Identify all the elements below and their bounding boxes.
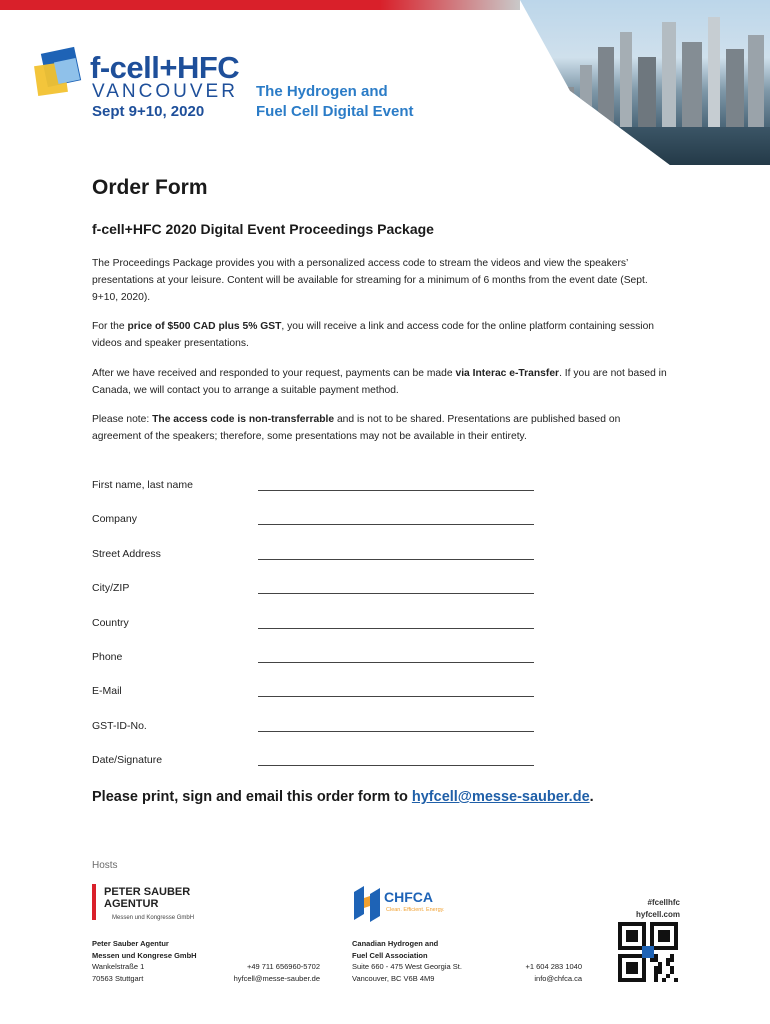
form-row	[92, 582, 542, 600]
qr-code-image	[618, 922, 678, 982]
psa-contact: +49 711 656960-5702 hyfcell@messe-sauber.de	[233, 962, 320, 983]
chfca-logo-text: CHFCA	[384, 889, 433, 905]
website: hyfcell.com	[635, 910, 680, 919]
payment-paragraph: After we have received and responded to your request, payments can be made via Interac e-Transfer. If you are not based in Canada, we will contact you to arrange a suitable payment method.	[92, 368, 667, 396]
price-paragraph: For the price of $500 CAD plus 5% GST, you will receive a link and access code for the online platform containing session videos and speaker presentations.	[92, 321, 655, 349]
event-tagline-line2: Fuel Cell Digital Event	[256, 103, 414, 120]
event-tagline-line1: The Hydrogen and	[256, 83, 388, 100]
form-field-label: E-Mail	[92, 685, 122, 698]
form-row	[92, 720, 542, 738]
form-field-label: Phone	[92, 651, 123, 663]
event-tagline	[256, 82, 414, 122]
form-field-blank-line[interactable]	[258, 524, 534, 525]
chfca-contact: +1 604 283 1040 info@chfca.ca	[525, 962, 582, 983]
logo-title: f-cell+HFC	[90, 50, 240, 85]
chfca-address: Suite 660 - 475 West Georgia St. Vancouver, BC V6B 4M9	[352, 962, 462, 983]
hosts-label: Hosts	[92, 860, 118, 871]
form-field-label: Street Address	[92, 547, 161, 560]
page-subtitle: f-cell+HFC 2020 Digital Event Proceedings Package	[92, 221, 434, 237]
form-field-label: Company	[92, 513, 137, 526]
chfca-logo-icon	[352, 884, 382, 924]
form-field-blank-line[interactable]	[258, 696, 534, 697]
form-field-blank-line[interactable]	[258, 559, 534, 560]
form-field-label: GST-ID-No.	[92, 719, 147, 732]
form-field-label: Country	[92, 616, 129, 629]
page-title: Order Form	[92, 176, 208, 199]
form-row	[92, 479, 542, 497]
note-paragraph: Please note: The access code is non-transferrable and is not to be shared. Presentations are published based on agreement of the speakers; therefore, some presentations may not be available in their entirety.	[92, 414, 621, 442]
logo-city: VANCOUVER	[92, 81, 238, 102]
form-row	[92, 685, 542, 703]
form-row	[92, 651, 542, 669]
form-field-label: City/ZIP	[92, 582, 130, 595]
psa-org-name: Peter Sauber Agentur Messen und Kongrese GmbH	[92, 939, 197, 960]
chfca-logo-tagline: Clean. Efficient. Energy.	[386, 907, 445, 913]
form-field-label: Date/Signature	[92, 754, 163, 767]
form-field-blank-line[interactable]	[258, 628, 534, 629]
fcell-logo-mark	[36, 44, 92, 104]
form-field-blank-line[interactable]	[258, 765, 534, 766]
form-row	[92, 513, 542, 531]
psa-logo-tagline: Messen und Kongresse GmbH	[112, 915, 195, 921]
hashtag: #fcellhfc	[647, 898, 680, 907]
form-row	[92, 754, 542, 772]
psa-address: Wankelstraße 1 70563 Stuttgart	[92, 962, 145, 983]
form-field-blank-line[interactable]	[258, 593, 534, 594]
chfca-org-name: Canadian Hydrogen and Fuel Cell Association	[352, 939, 439, 960]
email-instruction: Please print, sign and email this order form to hyfcell@messe-sauber.de.	[92, 789, 594, 805]
email-link[interactable]: hyfcell@messe-sauber.de	[411, 789, 590, 805]
vancouver-skyline-image	[520, 0, 770, 165]
form-field-label: First name, last name	[92, 479, 193, 491]
psa-logo-bar	[92, 884, 96, 920]
psa-logo-text: PETER SAUBER AGENTUR	[104, 886, 191, 910]
form-row	[92, 617, 542, 635]
form-field-blank-line[interactable]	[258, 490, 534, 491]
logo-date: Sept 9+10, 2020	[92, 103, 205, 120]
form-field-blank-line[interactable]	[258, 731, 534, 732]
top-stripe-fade	[380, 0, 520, 10]
form-field-blank-line[interactable]	[258, 662, 534, 663]
social-info	[600, 897, 680, 921]
intro-paragraph: The Proceedings Package provides you with a personalized access code to stream the videos and view the speakers’ presentations at your leisure. Content will be available for streaming for a minimum of 6 months from the event date (Sept. 9+10, 2020).	[92, 258, 648, 303]
form-row	[92, 548, 542, 566]
